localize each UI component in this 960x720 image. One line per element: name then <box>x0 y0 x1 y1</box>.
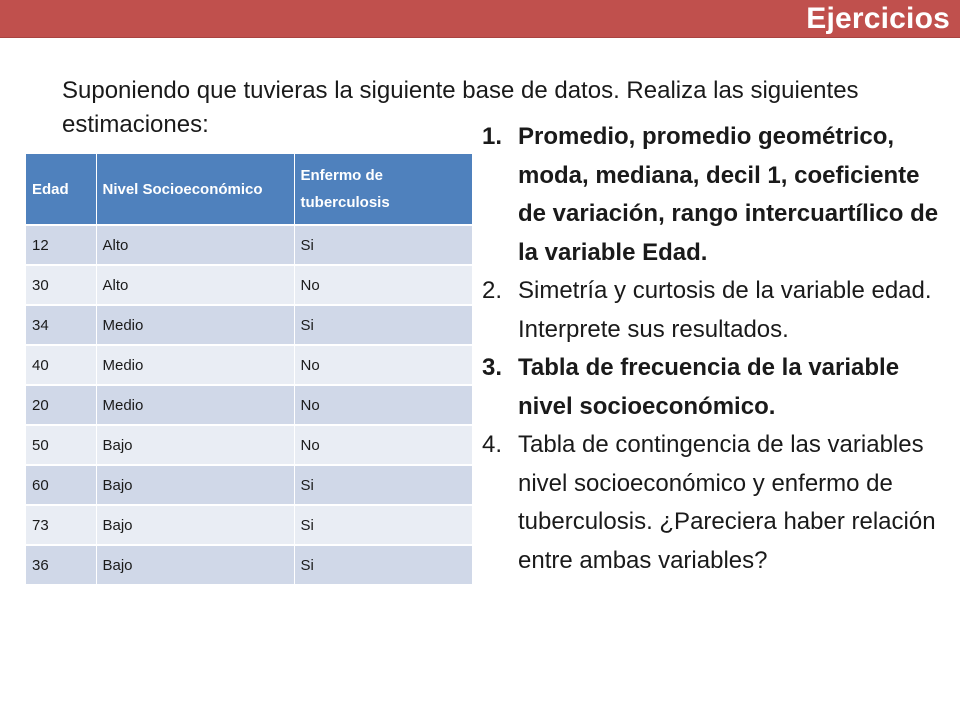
table-row <box>26 385 472 425</box>
slide-title: Ejercicios <box>806 2 950 35</box>
cell-edad: 30 <box>26 265 96 305</box>
task-item <box>470 118 950 272</box>
cell-enfermo: Si <box>294 545 472 584</box>
table-row <box>26 425 472 465</box>
table-header-row <box>26 154 472 225</box>
cell-nivel: Bajo <box>96 425 294 465</box>
task-item <box>470 349 950 426</box>
cell-edad: 60 <box>26 465 96 505</box>
data-table-container <box>26 154 472 584</box>
task-number: 1. <box>482 123 503 150</box>
table-row <box>26 505 472 545</box>
cell-edad: 20 <box>26 385 96 425</box>
cell-enfermo: No <box>294 385 472 425</box>
cell-nivel: Alto <box>96 265 294 305</box>
task-number: 4. <box>482 431 503 458</box>
cell-enfermo: Si <box>294 225 472 265</box>
table-row <box>26 265 472 305</box>
cell-nivel: Medio <box>96 305 294 345</box>
header-bar <box>0 0 960 38</box>
cell-nivel: Alto <box>96 225 294 265</box>
table-row <box>26 305 472 345</box>
header-nivel-socioeconomico: Nivel Socioeconómico <box>96 154 294 225</box>
task-text: Tabla de frecuencia de la variable nivel socioeconómico. <box>518 354 900 420</box>
cell-nivel: Bajo <box>96 545 294 584</box>
table-row <box>26 545 472 584</box>
header-edad: Edad <box>26 154 96 225</box>
cell-nivel: Bajo <box>96 505 294 545</box>
cell-edad: 40 <box>26 345 96 385</box>
table-row <box>26 225 472 265</box>
table-row <box>26 465 472 505</box>
cell-enfermo: Si <box>294 505 472 545</box>
cell-edad: 12 <box>26 225 96 265</box>
cell-enfermo: No <box>294 425 472 465</box>
cell-edad: 73 <box>26 505 96 545</box>
cell-edad: 50 <box>26 425 96 465</box>
cell-nivel: Medio <box>96 345 294 385</box>
intro-text: Suponiendo que tuvieras la siguiente base de datos. Realiza las siguientes estimaciones: <box>62 77 859 138</box>
cell-enfermo: No <box>294 345 472 385</box>
cell-enfermo: Si <box>294 465 472 505</box>
cell-edad: 34 <box>26 305 96 345</box>
data-table <box>26 154 472 584</box>
task-text: Tabla de contingencia de las variables nivel socioeconómico y enfermo de tuberculosis. ¿Pareciera haber relación entre ambas variables? <box>518 431 936 574</box>
task-list <box>470 118 950 580</box>
cell-edad: 36 <box>26 545 96 584</box>
task-item <box>470 272 950 349</box>
table-row <box>26 345 472 385</box>
task-number: 3. <box>482 354 503 381</box>
task-item <box>470 426 950 580</box>
cell-enfermo: No <box>294 265 472 305</box>
cell-nivel: Medio <box>96 385 294 425</box>
cell-nivel: Bajo <box>96 465 294 505</box>
task-number: 2. <box>482 277 503 304</box>
cell-enfermo: Si <box>294 305 472 345</box>
header-enfermo-tuberculosis: Enfermo de tuberculosis <box>294 154 472 225</box>
task-text: Promedio, promedio geométrico, moda, mediana, decil 1, coeficiente de variación, rango intercuartílico de la variable Edad. <box>518 123 939 266</box>
task-text: Simetría y curtosis de la variable edad. Interprete sus resultados. <box>518 277 932 343</box>
